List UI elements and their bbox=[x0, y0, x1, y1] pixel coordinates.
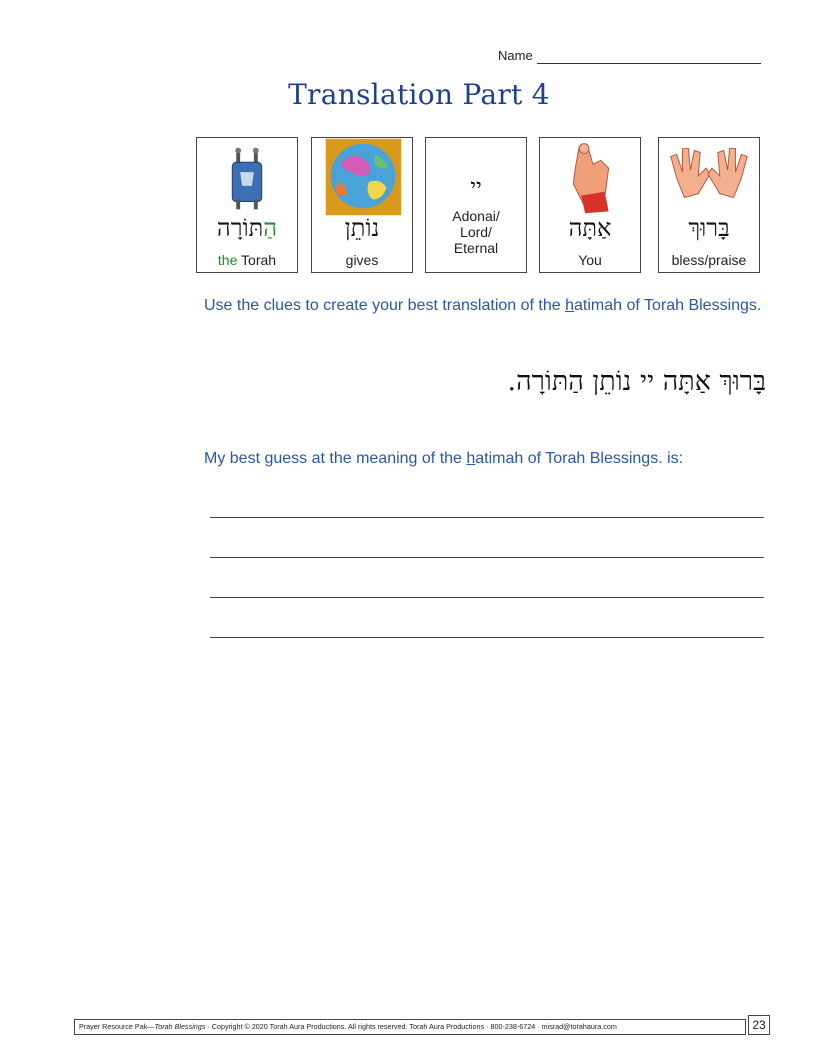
hebrew-word: יי bbox=[470, 175, 482, 200]
card-the-torah bbox=[196, 137, 298, 273]
hands-icon bbox=[659, 138, 759, 216]
answer-line-2[interactable] bbox=[210, 557, 764, 558]
english-meaning: You bbox=[578, 252, 602, 268]
answer-line-1[interactable] bbox=[210, 517, 764, 518]
hebrew-word: בָּרוּךְ bbox=[688, 214, 730, 242]
card-gives bbox=[311, 137, 413, 273]
english-meaning: the Torah bbox=[217, 252, 277, 268]
card-adonai bbox=[425, 137, 527, 273]
page-title: Translation Part 4 bbox=[288, 78, 550, 111]
english-meaning bbox=[426, 208, 526, 256]
answer-line-3[interactable] bbox=[210, 597, 764, 598]
adonai-line-1: Adonai/ bbox=[452, 208, 500, 224]
answer-line-4[interactable] bbox=[210, 637, 764, 638]
card-bless-praise bbox=[658, 137, 760, 273]
english-meaning: gives bbox=[345, 252, 379, 268]
footer-citation: Prayer Resource Pak—Torah Blessings · Copyright © 2020 Torah Aura Productions. All rights reserved. Torah Aura Productions · 800-238-6724 · misrad@torahaura.com bbox=[74, 1019, 746, 1035]
adonai-line-2: Lord/ bbox=[460, 224, 492, 240]
vocabulary-cards bbox=[196, 137, 768, 275]
hebrew-word: נוֹתֵן bbox=[344, 214, 380, 242]
hebrew-sentence: בָּרוּךְ אַתָּה יי נוֹתֵן הַתּוֹרָה. bbox=[507, 366, 766, 397]
english-meaning: bless/praise bbox=[671, 252, 747, 268]
page-number: 23 bbox=[748, 1015, 770, 1035]
torah-scroll-icon bbox=[197, 138, 297, 216]
name-line[interactable] bbox=[537, 63, 761, 64]
card-you bbox=[539, 137, 641, 273]
hebrew-word: אַתָּה bbox=[568, 214, 612, 242]
globe-icon bbox=[312, 138, 412, 216]
adonai-line-3: Eternal bbox=[453, 240, 499, 256]
guess-prompt: My best guess at the meaning of the hatimah of Torah Blessings. is: bbox=[204, 450, 684, 467]
name-label: Name bbox=[498, 48, 533, 63]
hebrew-word: הַתּוֹרָה bbox=[216, 214, 278, 242]
instructions: Use the clues to create your best translation of the hatimah of Torah Blessings. bbox=[204, 297, 762, 314]
pointing-hand-icon bbox=[540, 138, 640, 216]
